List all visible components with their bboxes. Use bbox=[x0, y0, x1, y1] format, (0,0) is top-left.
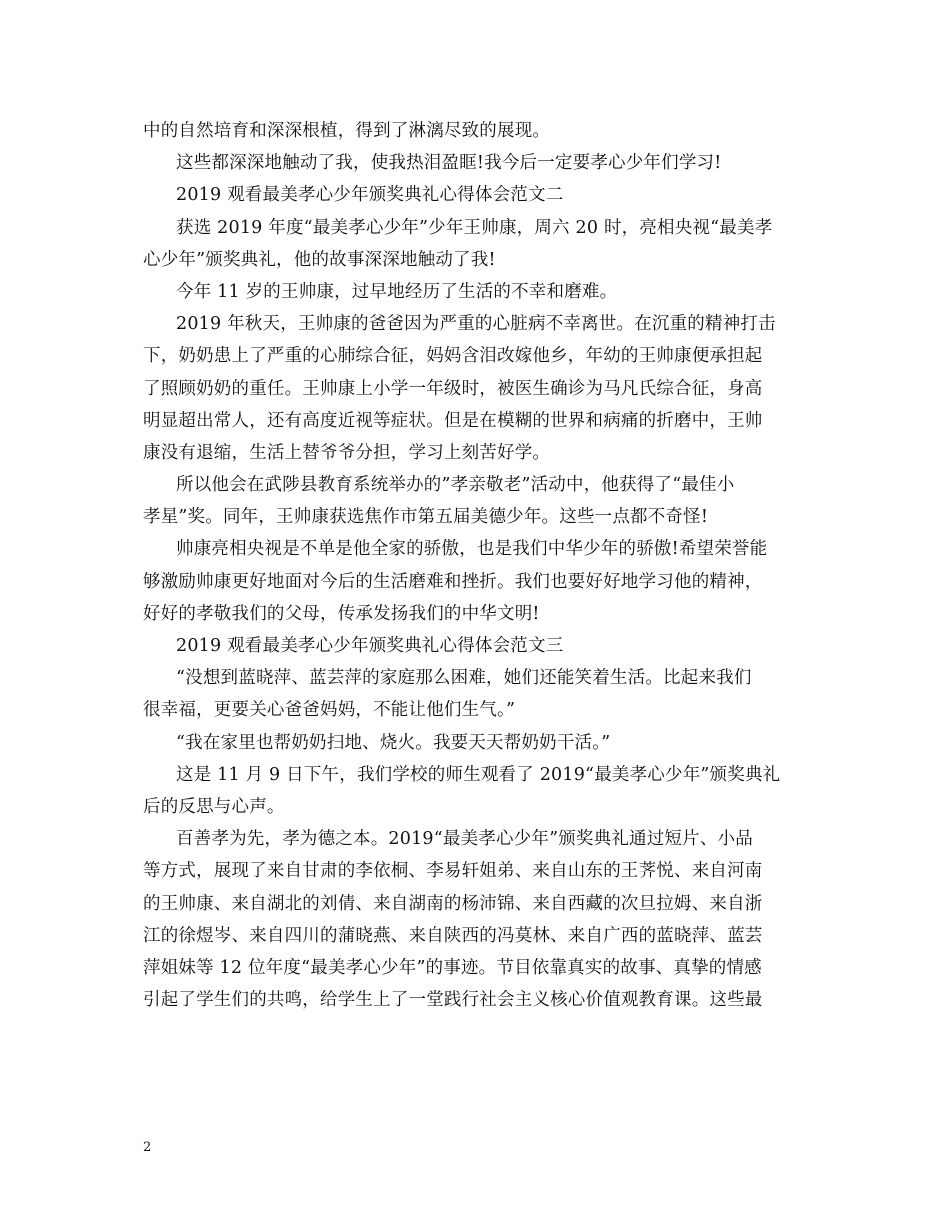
text-line: 够激励帅康更好地面对今后的生活磨难和挫折。我们也要好好地学习他的精神， bbox=[143, 571, 763, 592]
text-line: 这是 11 月 9 日下午，我们学校的师生观看了 2019“最美孝心少年”颁奖典礼 bbox=[176, 764, 781, 785]
text-line: 引起了学生们的共鸣，给学生上了一堂践行社会主义核心价值观教育课。这些最 bbox=[143, 990, 763, 1011]
text-line: 等方式，展现了来自甘肃的李依桐、李易轩姐弟、来自山东的王荠悦、来自河南 bbox=[143, 861, 763, 882]
text-line: 今年 11 岁的王帅康，过早地经历了生活的不幸和磨难。 bbox=[176, 281, 618, 302]
text-line: 下，奶奶患上了严重的心肺综合征，妈妈含泪改嫁他乡，年幼的王帅康便承担起 bbox=[143, 346, 763, 367]
text-line: 这些都深深地触动了我，使我热泪盈眶!我今后一定要孝心少年们学习! bbox=[176, 153, 722, 174]
text-line: “没想到蓝晓萍、蓝芸萍的家庭那么困难，她们还能笑着生活。比起来我们 bbox=[176, 668, 752, 689]
text-line: 江的徐煜岑、来自四川的蒲晓燕、来自陕西的冯莫林、来自广西的蓝晓萍、蓝芸 bbox=[143, 925, 763, 946]
text-line: 的王帅康、来自湖北的刘倩、来自湖南的杨沛锦、来自西藏的次旦拉姆、来自浙 bbox=[143, 893, 763, 914]
text-line: 了照顾奶奶的重任。王帅康上小学一年级时，被医生确诊为马凡氏综合征，身高 bbox=[143, 378, 763, 399]
text-line: 2019 观看最美孝心少年颁奖典礼心得体会范文三 bbox=[176, 636, 564, 656]
text-line: 后的反思与心声。 bbox=[143, 796, 285, 817]
text-line: 中的自然培育和深深根植，得到了淋漓尽致的展现。 bbox=[143, 121, 551, 141]
text-line: 百善孝为先，孝为德之本。2019“最美孝心少年”颁奖典礼通过短片、小品 bbox=[176, 829, 753, 850]
text-line: 2019 年秋天，王帅康的爸爸因为严重的心脏病不幸离世。在沉重的精神打击 bbox=[176, 314, 776, 335]
page-number: 2 bbox=[143, 1140, 152, 1155]
text-line: 好好的孝敬我们的父母，传承发扬我们的中华文明! bbox=[143, 603, 540, 624]
document-body bbox=[143, 115, 813, 1016]
text-line: 很幸福，更要关心爸爸妈妈，不能让他们生气。” bbox=[143, 700, 516, 721]
text-line: 明显超出常人，还有高度近视等症状。但是在模糊的世界和病痛的折磨中，王帅 bbox=[143, 410, 763, 431]
text-line: 所以他会在武陟县教育系统举办的”孝亲敬老”活动中，他获得了“最佳小 bbox=[176, 475, 735, 496]
text-line: 孝星”奖。同年，王帅康获选焦作市第五届美德少年。这些一点都不奇怪! bbox=[143, 507, 709, 528]
text-line: 帅康亮相央视是不单是他全家的骄傲，也是我们中华少年的骄傲!希望荣誉能 bbox=[176, 539, 768, 560]
text-line: 萍姐妹等 12 位年度“最美孝心少年”的事迹。节目依靠真实的故事、真挚的情感 bbox=[143, 957, 762, 978]
text-line: “我在家里也帮奶奶扫地、烧火。我要天天帮奶奶干活。” bbox=[176, 732, 611, 753]
text-line: 心少年”颁奖典礼，他的故事深深地触动了我! bbox=[143, 249, 496, 270]
text-line: 获选 2019 年度“最美孝心少年”少年王帅康，周六 20 时，亮相央视“最美孝 bbox=[176, 217, 773, 238]
text-line: 2019 观看最美孝心少年颁奖典礼心得体会范文二 bbox=[176, 185, 564, 206]
text-line: 康没有退缩，生活上替爷爷分担，学习上刻苦好学。 bbox=[143, 442, 551, 463]
